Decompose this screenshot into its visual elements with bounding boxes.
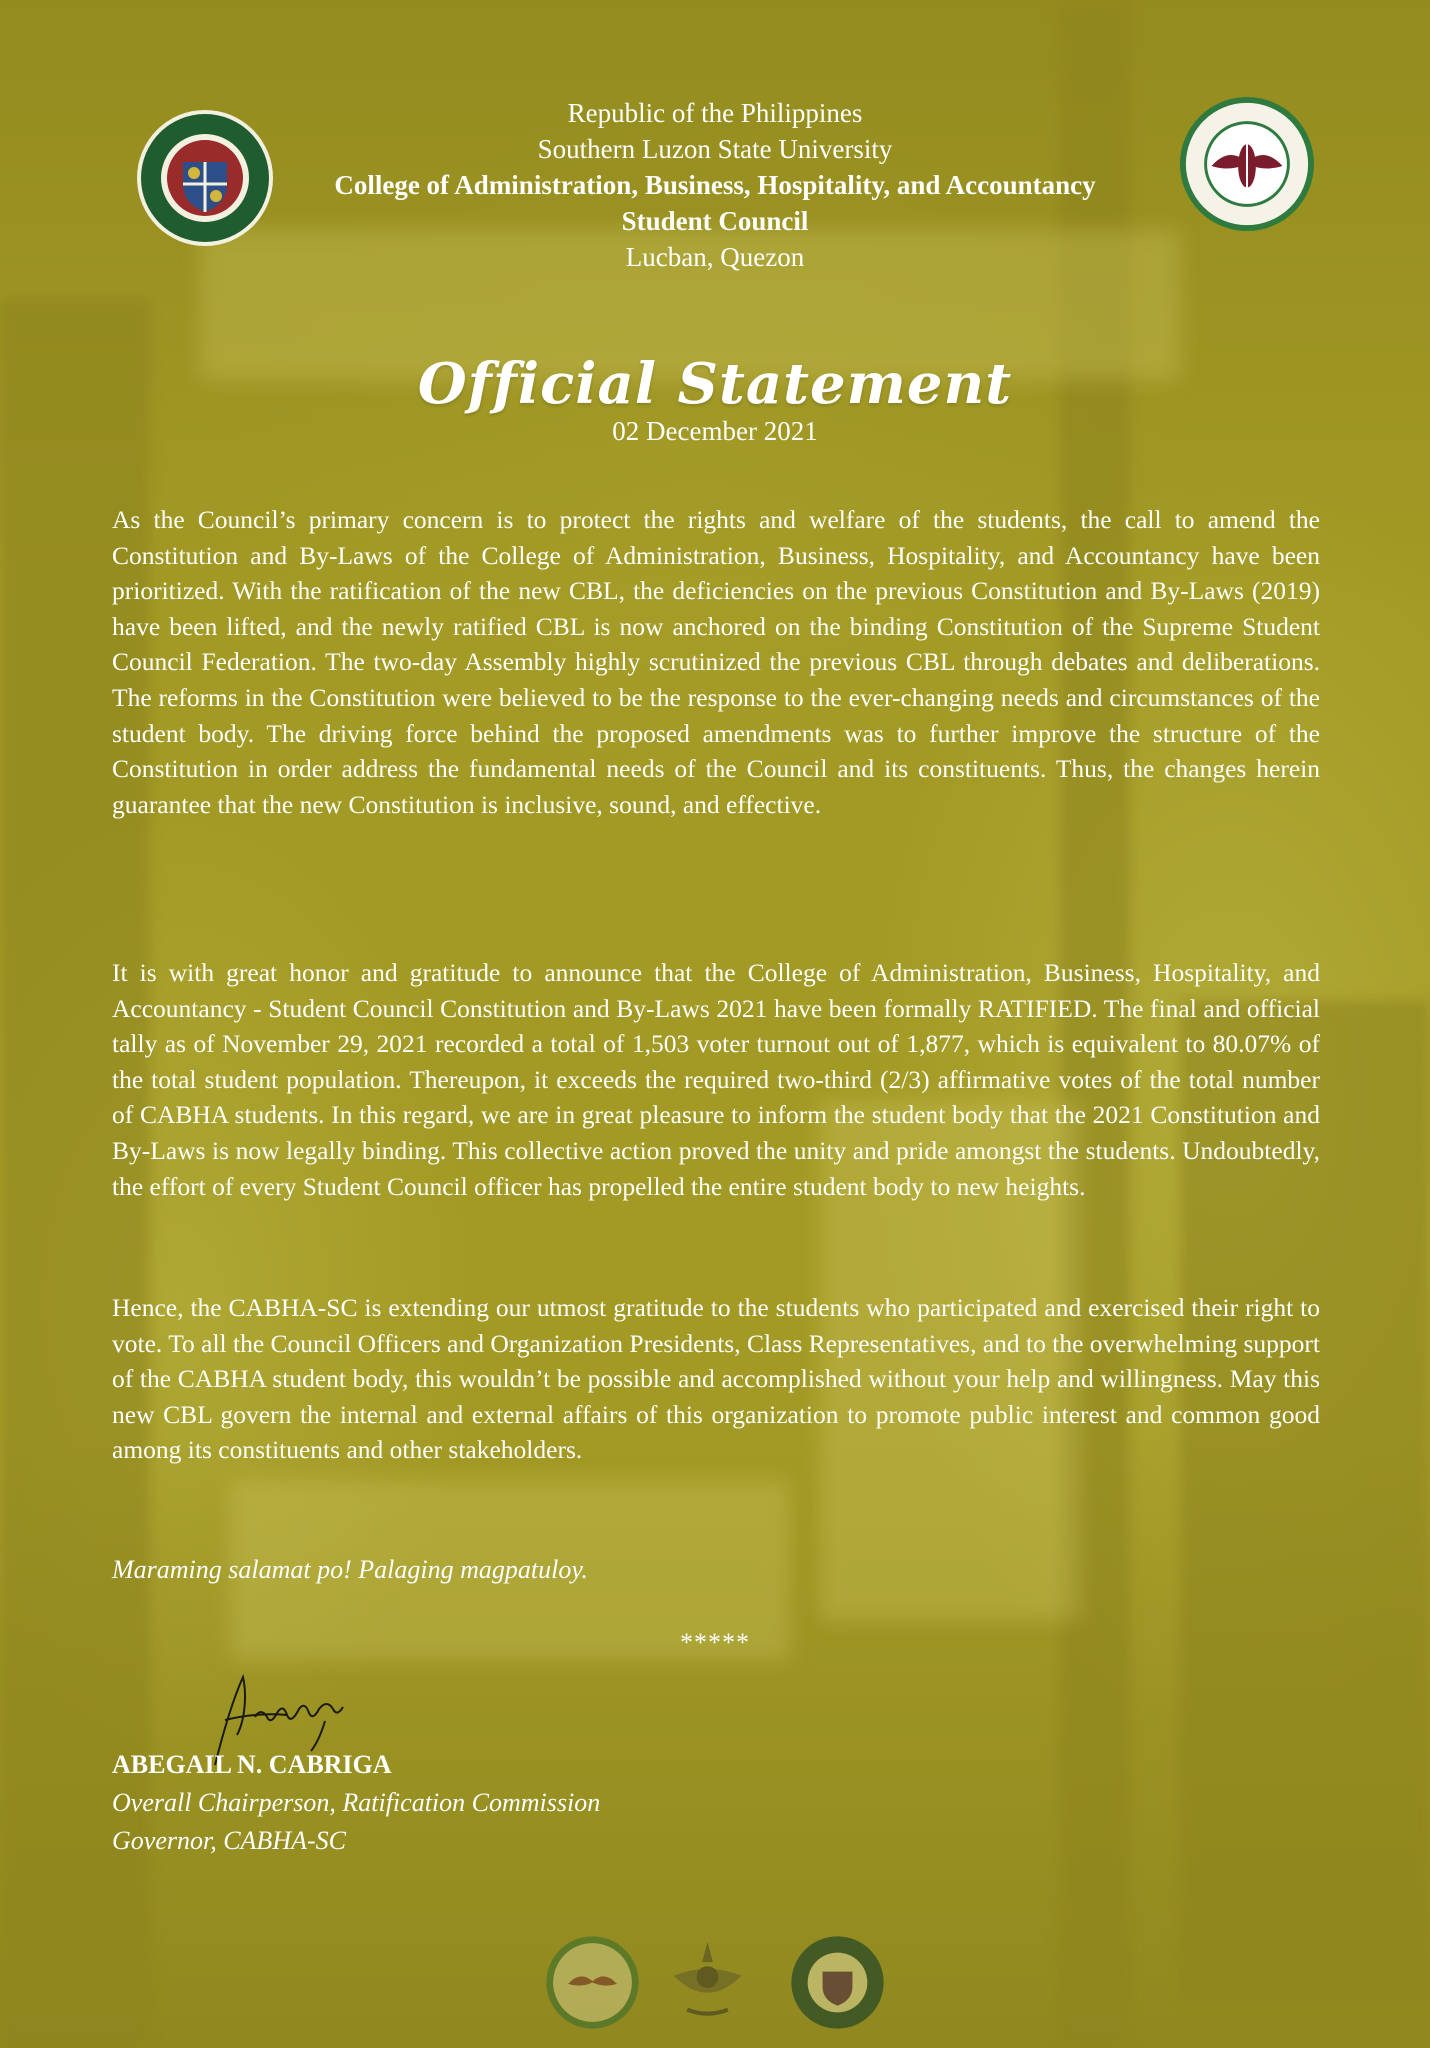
body-paragraph-2: It is with great honor and gratitude to announce that the College of Administration, Business, Hospitality, and Accountancy - Student Council Constitution and By-Laws 2021 have been formally RATIFIED. The final and official tally as of November 29, 2021 recorded a total of 1,503 voter turnout out of 1,877, which is equivalent to 80.07% of the total student population. Thereupon, it exceeds the required two-third (2/3) affirmative votes of the total number of CABHA students. In this regard, we are in great pleasure to inform the student body that the 2021 Constitution and By-Laws is now legally binding. This collective action proved the unity and pride amongst the students. Undoubtedly, the effort of every Student Council officer has propelled the entire student body to new heights. <box>112 958 1320 1201</box>
letterhead-country: Republic of the Philippines <box>567 98 863 128</box>
footer-emblem-logo <box>660 1935 755 2030</box>
college-business-administration-logo <box>1178 95 1316 233</box>
body-paragraph-1: As the Council’s primary concern is to protect the rights and welfare of the students, the call to amend the Constitution and By-Laws of the College of Administration, Business, Hospitality, and Accountancy have been prioritized. With the ratification of the new CBL, the deficiencies on the previous Constitution and By-Laws (2019) have been lifted, and the newly ratified CBL is now anchored on the binding Constitution of the Supreme Student Council Federation. The two-day Assembly highly scrutinized the previous CBL through debates and deliberations. The reforms in the Constitution were believed to be the response to the ever-changing needs and circumstances of the student body. The driving force behind the proposed amendments was to further improve the structure of the Constitution in order address the fundamental needs of the Council and its constituents. Thus, the changes herein guarantee that the new Constitution is inclusive, sound, and effective. <box>112 505 1320 819</box>
letterhead-council: Student Council <box>621 206 809 236</box>
document-title: Official Statement <box>417 351 1013 417</box>
body-paragraph-3: Hence, the CABHA-SC is extending our utmost gratitude to the students who participated and exercised their right to vote. To all the Council Officers and Organization Presidents, Class Representatives, and to the overwhelming support of the CABHA student body, this wouldn’t be possible and accomplished without your help and willingness. May this new CBL govern the internal and external affairs of this organization to promote public interest and common good among its constituents and other stakeholders. <box>112 1293 1320 1465</box>
letterhead-location: Lucban, Quezon <box>625 242 805 272</box>
document-date: 02 December 2021 <box>612 416 818 446</box>
footer-college-logo <box>545 1935 640 2030</box>
letterhead-university: Southern Luzon State University <box>537 134 893 164</box>
footer-university-logo <box>790 1935 885 2030</box>
letterhead-college: College of Administration, Business, Hospitality, and Accountancy <box>334 170 1096 200</box>
signatory-name: ABEGAIL N. CABRIGA <box>112 1750 392 1779</box>
signatory-role-1: Overall Chairperson, Ratification Commission <box>112 1788 601 1817</box>
signatory-role-2: Governor, CABHA-SC <box>112 1826 346 1855</box>
letterhead <box>250 95 1180 275</box>
separator: ***** <box>680 1628 750 1657</box>
footer-logos <box>545 1935 885 2035</box>
closing-line: Maraming salamat po! Palaging magpatuloy. <box>112 1555 588 1584</box>
